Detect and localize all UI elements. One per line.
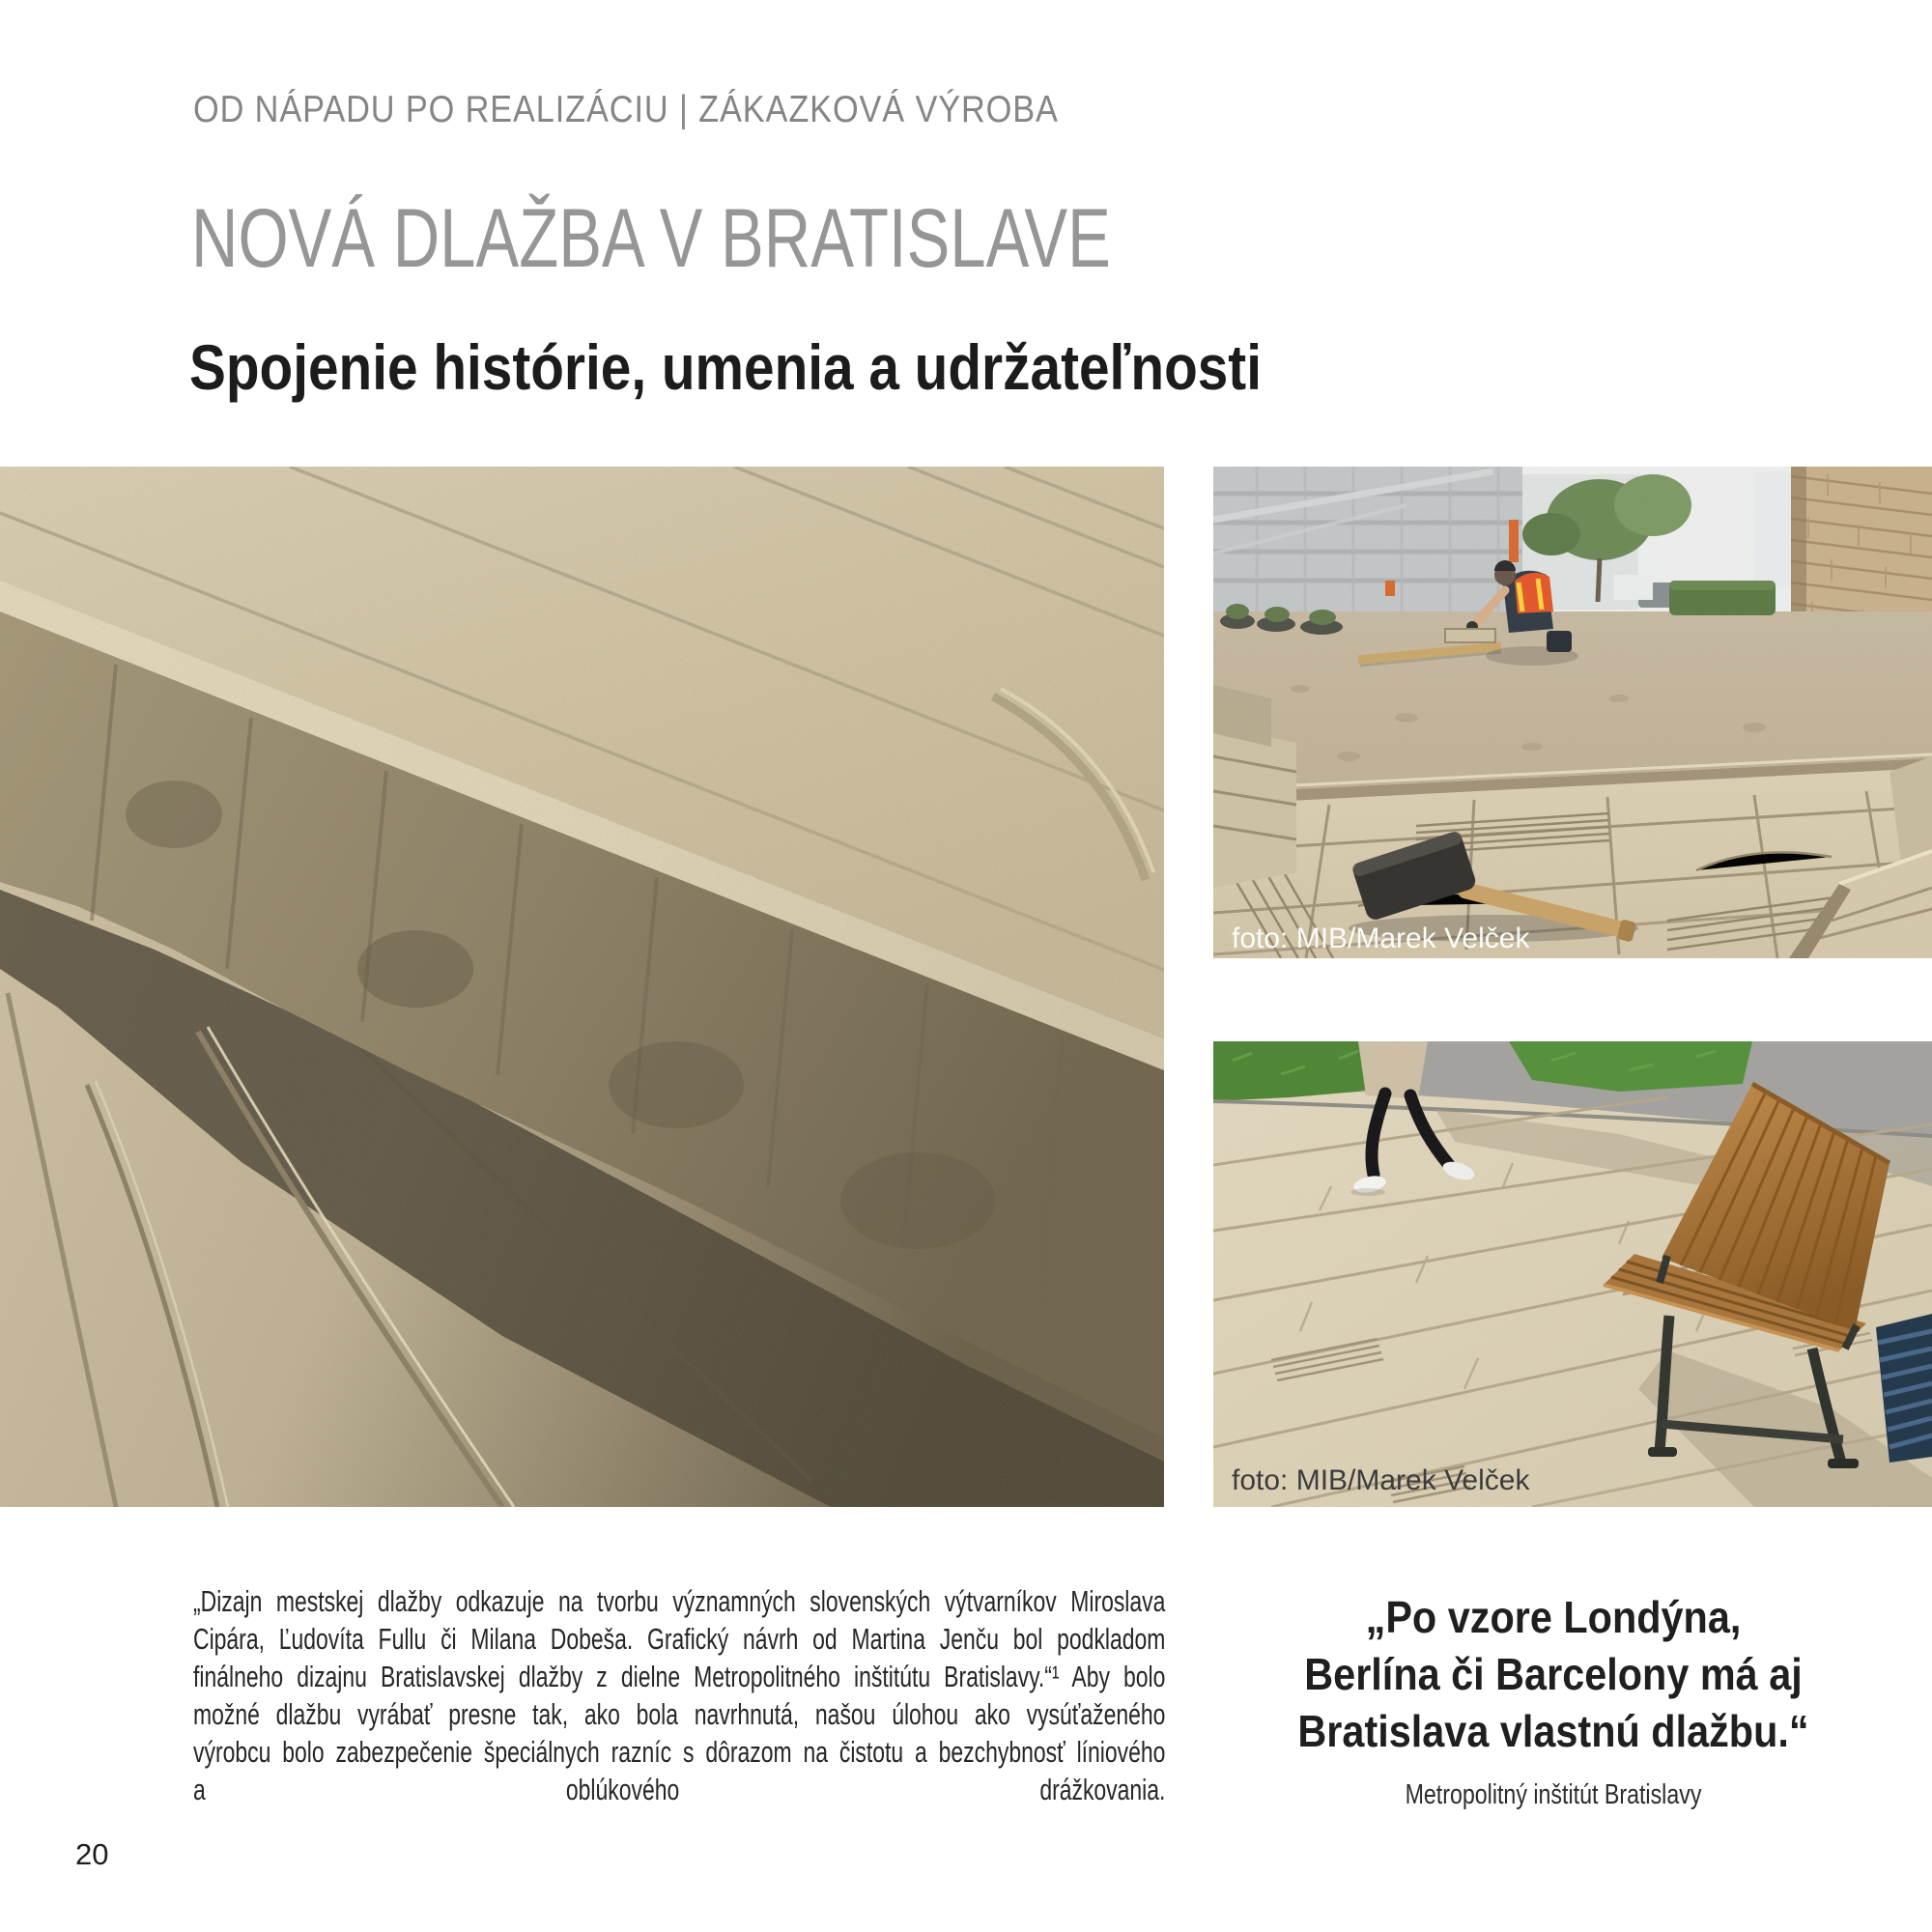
photo-construction: [1213, 467, 1932, 958]
page-subtitle: Spojenie histórie, umenia a udržateľnosti: [189, 331, 1262, 403]
photo-paving-closeup: [0, 467, 1164, 1507]
photo-caption-construction: foto: MIB/Marek Velček: [1232, 923, 1530, 954]
photo-bench: [1213, 1041, 1932, 1507]
body-line: výrobcu bolo zabezpečenie špeciálnych razníc s dôrazom na čistotu a bezchybnosť líniového: [193, 1735, 1166, 1769]
body-line: finálneho dizajnu Bratislavskej dlažby z dielne Metropolitného inštitútu Bratislavy.“¹ Aby bolo: [193, 1660, 1166, 1693]
page-number: 20: [75, 1837, 109, 1871]
body-line: možné dlažbu vyrábať presne tak, ako bola navrhnutá, našou úlohou ako vysúťaženého: [193, 1697, 1166, 1731]
body-line: „Dizajn mestskej dlažby odkazuje na tvorbu významných slovenských výtvarníkov Miroslava: [193, 1584, 1166, 1618]
bench-illustration: [1213, 1041, 1932, 1507]
quote-line-1: „Po vzore Londýna,: [1365, 1592, 1742, 1642]
quote-line-3: Bratislava vlastnú dlažbu.“: [1297, 1706, 1809, 1756]
quote-attribution: Metropolitný inštitút Bratislavy: [1405, 1779, 1702, 1810]
construction-illustration: [1213, 467, 1932, 958]
paving-closeup-illustration: [0, 467, 1164, 1507]
body-line: a oblúkového drážkovania.: [193, 1773, 1166, 1806]
quote-line-2: Berlína či Barcelony má aj: [1304, 1649, 1803, 1699]
pull-quote: [1247, 1589, 1860, 1760]
photo-caption-bench: foto: MIB/Marek Velček: [1232, 1464, 1530, 1496]
body-line: Cipára, Ľudovíta Fullu či Milana Dobeša. Grafický návrh od Martina Jenču bol podkladom: [193, 1622, 1166, 1656]
body-paragraph: [193, 1582, 1165, 1808]
page-title: NOVÁ DLAŽBA V BRATISLAVE: [191, 192, 1111, 285]
eyebrow-text: OD NÁPADU PO REALIZÁCIU | ZÁKAZKOVÁ VÝROBA: [193, 89, 1059, 130]
